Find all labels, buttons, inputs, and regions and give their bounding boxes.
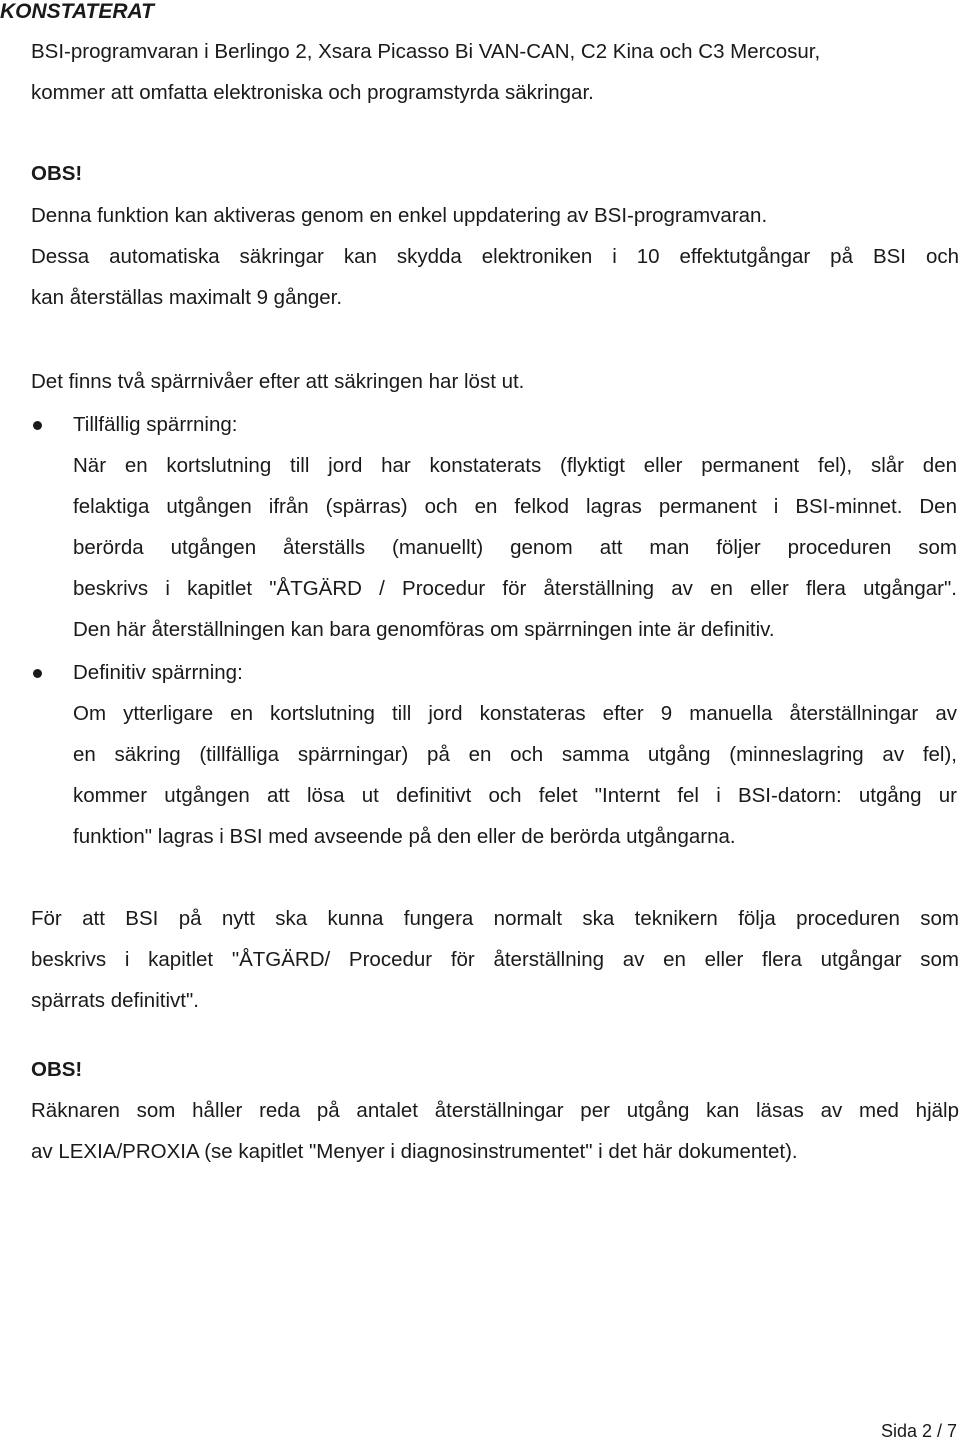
section-heading: KONSTATERAT <box>0 0 154 23</box>
intro-line: BSI-programvaran i Berlingo 2, Xsara Picasso Bi VAN-CAN, C2 Kina och C3 Mercosur, <box>31 40 821 63</box>
bullet-line: Den här återställningen kan bara genomföras om spärrningen inte är definitiv. <box>73 618 775 641</box>
bullet-line: funktion" lagras i BSI med avseende på den eller de berörda utgångarna. <box>73 825 736 848</box>
bullet-text <box>73 652 957 857</box>
obs-paragraph <box>31 1090 959 1172</box>
bullet-line: en säkring (tillfälliga spärrningar) på en och samma utgång (minneslagring av fel), <box>73 743 957 766</box>
obs-label: OBS! <box>31 162 83 185</box>
bullet-line: beskrivs i kapitlet "ÅTGÄRD / Procedur för återställning av en eller flera utgångar". <box>73 577 957 600</box>
obs-paragraph <box>31 195 959 318</box>
intro-paragraph <box>31 31 959 113</box>
intro-line: kommer att omfatta elektroniska och programstyrda säkringar. <box>31 81 594 104</box>
obs-line: Denna funktion kan aktiveras genom en enkel uppdatering av BSI-programvaran. <box>31 204 768 227</box>
bullet-title: Tillfällig spärrning: <box>73 413 238 436</box>
bullet-line: Om ytterligare en kortslutning till jord konstateras efter 9 manuella återställningar av <box>73 702 957 725</box>
obs-line: Dessa automatiska säkringar kan skydda elektroniken i 10 effektutgångar på BSI och <box>31 245 959 268</box>
page-number: Sida 2 / 7 <box>880 1421 957 1441</box>
procedure-line: spärrats definitivt". <box>31 989 199 1012</box>
bullet-icon <box>33 669 42 678</box>
obs-line: av LEXIA/PROXIA (se kapitlet "Menyer i diagnosinstrumentet" i det här dokumentet). <box>31 1140 798 1163</box>
levels-intro-paragraph <box>31 361 959 402</box>
bullet-text <box>73 404 957 650</box>
bullet-line: felaktiga utgången ifrån (spärras) och en felkod lagras permanent i BSI-minnet. Den <box>73 495 957 518</box>
obs-line: Räknaren som håller reda på antalet återställningar per utgång kan läsas av med hjälp <box>31 1099 959 1122</box>
bullet-line: När en kortslutning till jord har konstaterats (flyktigt eller permanent fel), slår den <box>73 454 957 477</box>
obs-line: kan återställas maximalt 9 gånger. <box>31 286 343 309</box>
bullet-line: berörda utgången återställs (manuellt) genom att man följer proceduren som <box>73 536 957 559</box>
procedure-line: beskrivs i kapitlet "ÅTGÄRD/ Procedur för återställning av en eller flera utgångar som <box>31 948 959 971</box>
obs-label: OBS! <box>31 1058 83 1081</box>
bullet-icon <box>33 421 42 430</box>
bullet-line: kommer utgången att lösa ut definitivt och felet "Internt fel i BSI-datorn: utgång ur <box>73 784 957 807</box>
procedure-paragraph <box>31 898 959 1021</box>
procedure-line: För att BSI på nytt ska kunna fungera normalt ska teknikern följa proceduren som <box>31 907 959 930</box>
levels-intro-line: Det finns två spärrnivåer efter att säkringen har löst ut. <box>31 370 525 393</box>
bullet-title: Definitiv spärrning: <box>73 661 243 684</box>
